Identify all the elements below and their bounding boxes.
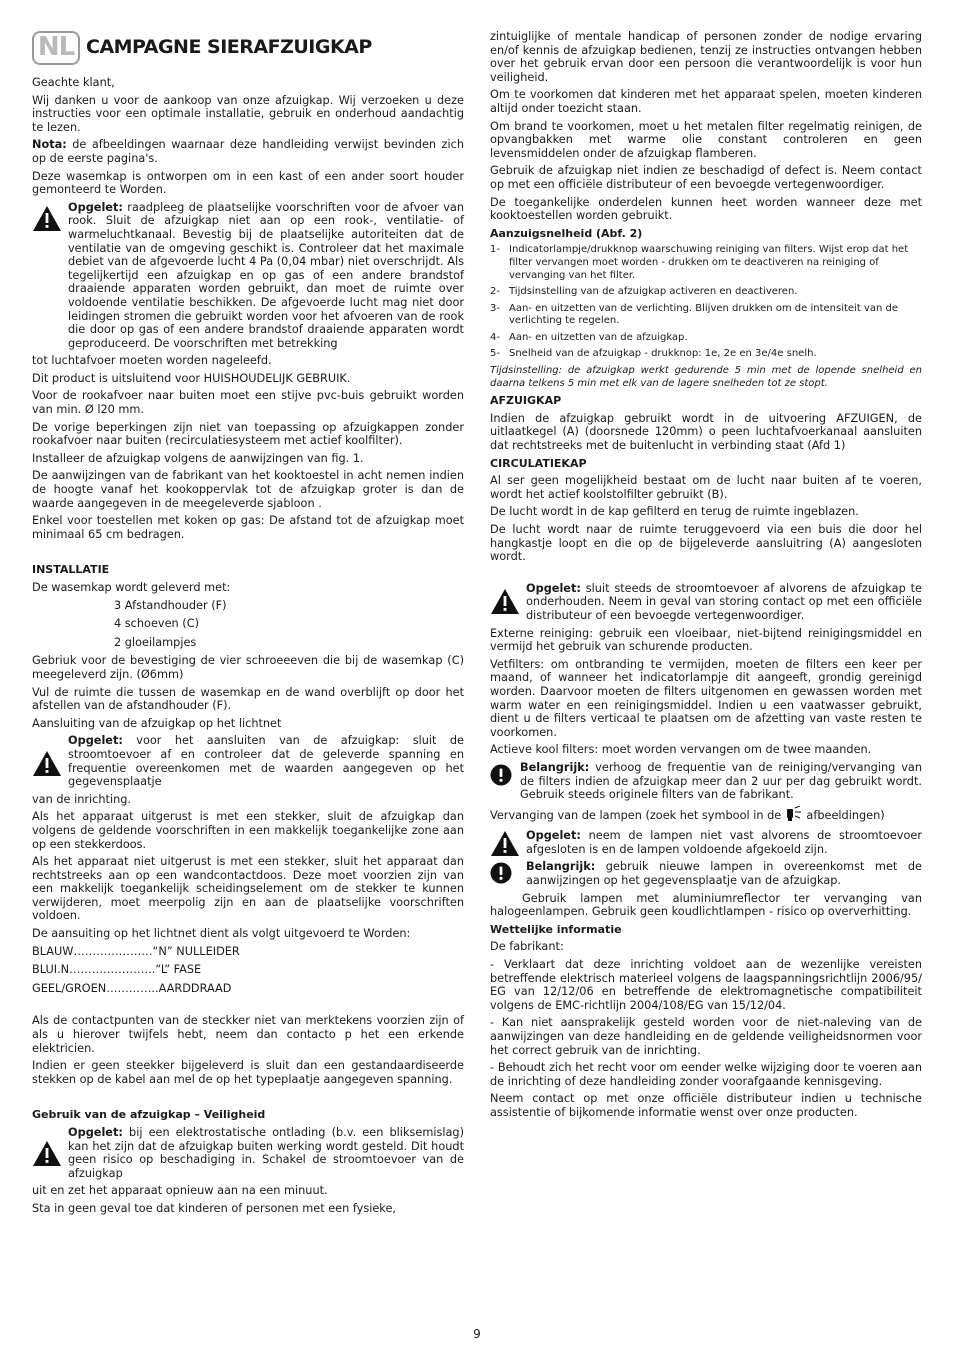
paragraph-lamps [490,806,922,826]
language-badge: NL [32,31,80,65]
paragraph-delivered: De wasemkap wordt geleverd met: [32,581,231,594]
paragraph-designed: Deze wasemkap is ontworpen om in een kast of een ander soort houder gemonteerd te Worden. [32,169,464,197]
paragraph-install: Installeer de afzuigkap volgens de aanwijzingen van fig. 1. [32,451,364,465]
paragraph-external: Externe reiniging: gebruik een vloeibaar, niet-bijtend reinigingsmiddel en vermijd het gebruik van schurende producten. [490,626,922,654]
timer-note: Tijdsinstelling: de afzuigkap werkt gedurende 5 min met de lopende snelheid en daarna telkens 5 min met elk van de lagere snelheden tot ze stopt. [490,365,922,389]
greeting: Geachte klant, [32,76,115,89]
important-label: Belangrijk: [526,860,596,874]
important-label: Belangrijk: [520,760,590,774]
paragraph-damaged: Gebruik de afzuigkap niet indien ze beschadigd of defect is. Neem contact op met een officiële distributeur of een bevoegde vertegenwoordiger. [490,164,922,191]
list-text: Aan- en uitzetten van de afzuigkap. [509,331,688,343]
list-item [490,332,922,345]
warning-label: Opgelet: [526,581,581,595]
important-exclamation-icon [490,862,512,888]
paragraph-manufacturer-label: De fabrikant: [490,940,564,954]
list-item: 4 schoeven (C) [114,617,199,631]
warning-block-maintenance [490,582,922,623]
warning-triangle-icon [490,830,520,861]
important-text: verhoog de frequentie van de reiniging/vervanging van de filters indien de afzuigkap meer dan 2 uur per dag gebruikt wordt. Gebruik steeds originele filters van de fabrikant. [520,760,922,802]
paragraph-pvc: Voor de rookafvoer naar buiten moet een stijve pvc-buis gebruikt worden van min. Ø l20 mm. [32,389,464,417]
warning-label: Opgelet: [526,829,581,843]
paragraph-legal-1: - Verklaart dat deze inrichting voldoet aan de wezenlijke vereisten betreffende elektrisch materieel volgens de laagspanningsrichtlijn 2006/95/ EG van 12/12/06 en betreffende de elektromagnetische compatibiliteit volgens de EMC-richtlijn 2004/108/EG van 15/12/04. [490,958,922,1012]
paragraph-parts: De toegankelijke onderdelen kunnen heet worden wanneer deze met kooktoestellen worden gebruikt. [490,195,922,223]
warning-triangle-icon [32,205,62,236]
paragraph-play: Om te voorkomen dat kinderen met het apparaat spelen, moeten kinderen altijd onder toezicht staan. [490,88,922,115]
list-number: 3- [490,302,500,314]
list-item: 2 gloeilampjes [114,635,197,649]
list-item [490,303,922,328]
list-number: 5- [490,348,500,360]
list-item [490,286,922,299]
safety-heading: Gebruik van de afzuigkap – Veiligheid [32,1108,266,1122]
list-item [490,348,922,361]
warning-block-power [32,734,464,788]
list-text: Aan- en uitzetten van de verlichting. Blijven drukken om de intensiteit van de verlichting te regelen. [509,302,898,327]
list-text: Tijdsinstelling van de afzuigkap activeren en deactiveren. [509,286,798,298]
delivered-list [32,599,464,650]
paragraph-connect: Aansluiting van de afzuigkap op het lichtnet [32,716,282,730]
warning-continuation: tot luchtafvoer moeten worden nageleefd. [32,354,272,368]
warning-triangle-icon [32,1140,62,1171]
warning-text: neem de lampen niet vast alvorens de stroomtoevoer afgesloten is en de lampen voldoende afgekoeld zijn. [526,829,922,856]
warning-block-lamps [490,829,922,856]
title-row [32,30,464,66]
paragraph-circ-1: Al ser geen mogelijkheid bestaat om de lucht naar buiten af te voeren, wordt het actief koolstolfilter gebruikt (B). [490,474,922,501]
paragraph-wiring: De aansuiting op het lichtnet dient als volgt uitgevoerd te Worden: [32,927,411,941]
important-exclamation-icon [490,764,512,790]
important-block-filters [490,761,922,802]
paragraph-children: Sta in geen geval toe dat kinderen of personen met een fysieke, [32,1201,396,1215]
wiring-item: GEEL/GROEN…………..AARDDRAAD [32,981,232,995]
warning-block-ventilation [32,201,464,351]
warning-block-static [32,1126,464,1180]
important-text: gebruik nieuwe lampen in overeenkomst met de aanwijzingen op het gegevensplaatje van de afzuigkap. [526,860,922,888]
list-item: 3 Afstandhouder (F) [114,598,227,612]
paragraph-circ-2: De lucht wordt in de kap gefilterd en terug de ruimte ingeblazen. [490,505,859,519]
paragraph-gas: Enkel voor toestellen met koken op gas: De afstand tot de afzuigkap moet minimaal 65 cm bedragen. [32,514,464,541]
paragraph-noplug-2: Indien er geen steekker bijgeleverd is sluit dan een gestandaardiseerde stekken op de kabel aan mel de op het typeplaatje aangegeven spanning. [32,1059,464,1086]
warning-continuation: uit en zet het apparaat opnieuw aan na een minuut. [32,1184,328,1198]
warning-label: Opgelet: [68,1126,123,1139]
paragraph-carbon: Actieve kool filters: moet worden vervangen om de twee maanden. [490,743,872,757]
paragraph-children-cont: zintuiglijke of mentale handicap of personen zonder de nodige ervaring en/of kennis de afzuigkap bedienen, tenzij ze instructies ontvangen hebben over het gebruik ervan door een persoon die verantwoordelijk is voor hun veiligheid. [490,30,922,84]
warning-label: Opgelet: [68,200,123,214]
paragraph-plug: Als het apparaat uitgerust is met een stekker, sluit de afzuigkap dan volgens de geldende voorschriften in een makkelijk toegankelijke zone aan op een stekkerdoos. [32,810,464,851]
afzuigkap-heading: AFZUIGKAP [490,394,562,408]
list-number: 1- [490,244,500,256]
installation-heading: INSTALLATIE [32,563,110,577]
note-label: Nota: [32,138,67,152]
paragraph-noplug: Als het apparaat niet uitgerust is met een stekker, sluit het apparaat dan rechtstreeks aan op een wandcontactdoos. Deze moet voorzien zijn van een makkelijk toegankelijk scheidingselement om de stekker te kunnen verwijderen, moet meerpolig zijn en aan de plaatselijke voorschriften voldoen. [32,855,464,923]
paragraph-grease: Vetfilters: om ontbranding te vermijden, moeten de filters een keer per maand, of wanneer het indicatorlampje dit aangeeft, grondig gereinigd worden. Daarvoor moeten de filters uitgenomen en gewassen worden met warm water en een reinigingsmiddel. Indien u een vaatwasser gebruikt, dient u de filters verticaal te plaatsen om de afzetting van vaste resten te voorkomen. [490,657,922,739]
list-item [490,244,922,282]
right-column [490,30,922,1124]
paragraph-contact: Neem contact op met onze officiële distributeur indien u technische assistentie of bijkomende informatie wenst over onze producten. [490,1092,922,1119]
page-title: CAMPAGNE SIERAFZUIGKAP [86,36,372,59]
paragraph-legal-2: - Kan niet aansprakelijk gesteld worden voor de niet-naleving van de aanwijzingen van deze handleiding en de geldende veiligheidsnormen voor het correct gebruik van de inrichting. [490,1016,922,1057]
paragraph-contacts: Als de contactpunten van de steckker niet van merktekens voorzien zijn of als u hierover twijfels hebt, neem dan contacto p het een erkende elektricien. [32,1014,464,1055]
paragraph-screws: Gebriuk voor de bevestiging de vier schroeeeven die bij de wasemkap (C) meegeleverd zijn. (Ø6mm) [32,654,464,681]
paragraph-household: Dit product is uitsluitend voor HUISHOUDELIJK GEBRUIK. [32,371,351,385]
paragraph-fire: Om brand te voorkomen, moet u het metalen filter regelmatig reinigen, de opvangbakken met warme olie constant controleren en geen levensmiddelen onder de afzuigkap flamberen. [490,119,922,160]
warning-triangle-icon [32,750,62,781]
important-block-lamps [490,860,922,887]
lamps-text-start: Vervanging van de lampen (zoek het symbool in de [490,808,785,822]
warning-text: sluit steeds de stroomtoevoer af alvorens de afzuigkap te onderhouden. Neem in geval van storing contact op met een officiële distributeur of een bevoegde vertegenwoordiger. [526,581,922,622]
speed-list [490,244,922,361]
list-number: 4- [490,331,500,343]
speed-heading: Aanzuigsnelheid (Abf. 2) [490,226,643,240]
wiring-item: BLAUW…………………“N” NULLEIDER [32,944,240,958]
paragraph-legal-3: - Behoudt zich het recht voor om eender welke wijziging door te voeren aan de inrichting of deze handleiding zonder voorafgaande kennisgeving. [490,1061,922,1088]
paragraph-manufacturer: De aanwijzingen van de fabrikant van het kooktoestel in acht nemen indien de hoogte vanaf het kookoppervlak tot de afzuigkap groter is dan de waarde aangegeven in de meegeleverde sjabloon . [32,469,464,510]
paragraph-note [32,138,464,165]
lamps-text-end: afbeeldingen) [802,808,885,822]
warning-label: Opgelet: [68,734,123,748]
paragraph-circ-3: De lucht wordt naar de ruimte teruggevoerd via een buis die door hel hangkastje loopt en die op de bijgeleverde aansluitring (A) aangesloten wordt. [490,523,922,564]
warning-text: raadpleeg de plaatselijke voorschriften voor de afvoer van rook. Sluit de afzuigkap niet aan op een rook-, ventilatie- of warmeluchtkanaal. Bevestig bij de plaatselijke autoriteiten dat de ventilatie van de omgeving geschikt is. Controleer dat het maximale debiet van de afgevoerde lucht 4 Pa (0,04 mbar) niet overschrijdt. Als tegelijkertijd een afzuigkap en op gas of een andere brandstof draaiende apparaten worden gebruikt, dan moet de ruimte over voldoende ventilatie beschikken. De afgevoerde lucht mag niet door leidingen stromen die gebruikt worden voor het afvoeren van de rook die door op gas of een andere brandstof draaiende apparaten wordt geproduceerd. De voorschriften met betrekking [68,200,464,350]
paragraph-afzuigen: Indien de afzuigkap gebruikt wordt in de uitvoering AFZUIGEN, de uitlaatkegel (A) (doorsnede 120mm) o peen luchtafvoerkanaal aansluiten dat rechtstreeks met de buitenlucht in verbinding staat (Afd 1) [490,411,922,453]
wiring-item: BLUI.N…………………..“L” FASE [32,963,202,977]
note-text: de afbeeldingen waarnaar deze handleiding verwijst bevinden zich op de eerste pagina's. [32,138,464,165]
wiring-list [32,945,464,996]
warning-continuation: van de inrichting. [32,792,132,806]
warning-triangle-icon [490,588,520,619]
paragraph-thanks: Wij danken u voor de aankoop van onze afzuigkap. Wij verzoeken u deze instructies voor een optimale installatie, gebruik en onderhoud aandachtig te lezen. [32,93,464,134]
legal-heading: Wettelijke informatie [490,922,622,936]
left-column [32,30,464,1220]
list-text: Snelheid van de afzuigkap - drukknop: 1e, 2e en 3e/4e snelh. [509,348,817,360]
list-number: 2- [490,286,500,298]
list-text: Indicatorlampje/drukknop waarschuwing reiniging van filters. Wijst erop dat het filter vervangen moet worden - drukken om te deactiveren na reiniging of vervanging van het filter. [509,244,909,281]
warning-text: bij een elektrostatische ontlading (b.v. een bliksemislag) kan het zijn dat de afzuigkap buiten werking wordt gesteld. Dit houdt geen risico op beschadiging in. Schakel de stroomtoevoer van de afzuigkap [68,1126,464,1180]
warning-text: voor het aansluiten van de afzuigkap: sluit de stroomtoevoer af en controleer dat de geleverde spanning en frequentie overeenkomen met de waarden aangegeven op het gegevensplaatje [68,734,464,789]
paragraph-restrictions: De vorige beperkingen zijn niet van toepassing op afzuigkappen zonder rookafvoer naar buiten (recirculatiesysteem met actief koolfilter). [32,420,464,448]
circulation-heading: CIRCULATIEKAP [490,456,587,470]
lamp-symbol-icon [785,806,803,826]
page-number: 9 [473,1327,481,1341]
paragraph-halogen: Gebruik lampen met aluminiumreflector ter vervanging van halogeenlampen. Gebruik geen koudlichtlampen - risico op oververhitting. [490,891,922,919]
paragraph-fill: Vul de ruimte die tussen de wasemkap en de wand overblijft op door het afstellen van de afstandhouder (F). [32,685,464,713]
